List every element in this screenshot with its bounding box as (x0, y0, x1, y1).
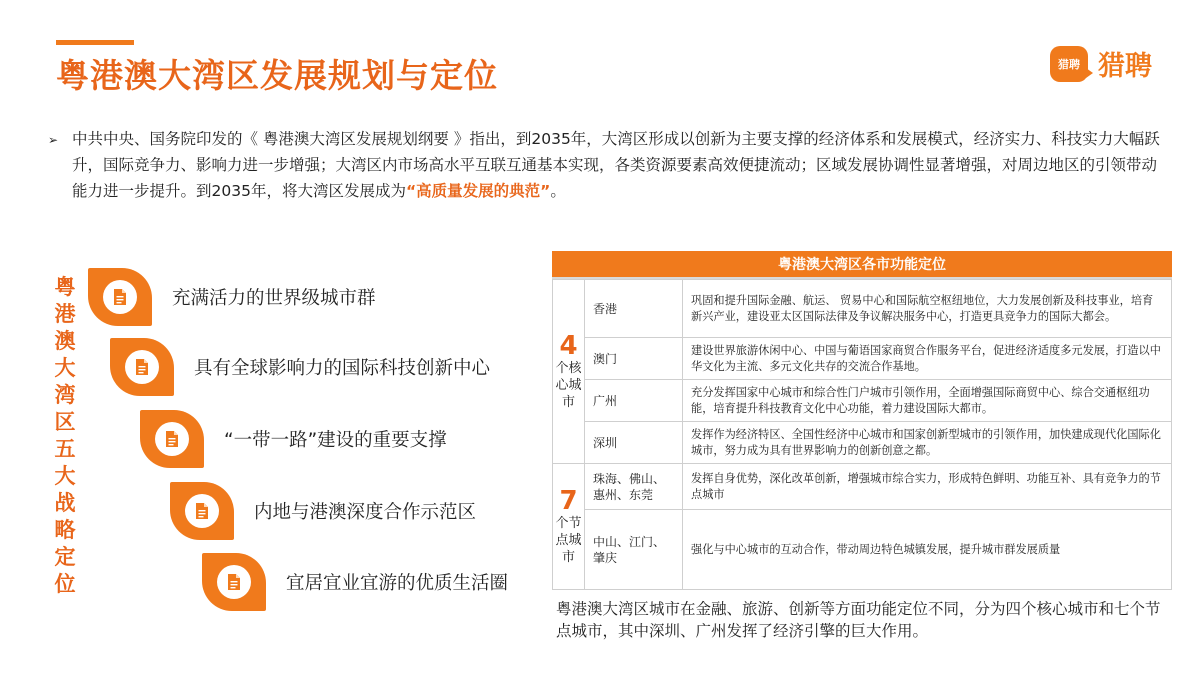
document-icon (112, 288, 128, 306)
table-row (553, 338, 1172, 380)
table-row (553, 380, 1172, 422)
logo-text: 猎聘 (1098, 51, 1152, 82)
strategy-tile (140, 410, 204, 468)
table-row (553, 510, 1172, 590)
strategy-item (170, 482, 476, 540)
strategy-label: 宜居宜业宜游的优质生活圈 (286, 573, 509, 594)
city-description: 建设世界旅游休闲中心、中国与葡语国家商贸合作服务平台，促进经济适度多元发展，打造以中华文化为主流、多元文化共存的交流合作基地。 (683, 338, 1172, 380)
table-row (553, 422, 1172, 464)
city-name: 深圳 (585, 422, 683, 464)
city-table (552, 279, 1172, 590)
strategy-label: 具有全球影响力的国际科技创新中心 (194, 358, 491, 379)
document-icon (164, 430, 180, 448)
city-function-table (552, 251, 1172, 590)
logo-badge: 猎聘 (1050, 46, 1088, 82)
strategy-label: 充满活力的世界级城市群 (172, 288, 376, 309)
city-name: 香港 (585, 280, 683, 338)
table-title: 粤港澳大湾区各市功能定位 (552, 251, 1172, 279)
group-node-cities (553, 464, 585, 590)
intro-text-main: 中共中央、国务院印发的《 粤港澳大湾区发展规划纲要 》指出，到2035年，大湾区形成以创新为主要支撑的经济体系和发展模式，经济实力、科技实力大幅跃升，国际竞争力、影响力进一步增强；大湾区内市场高水平互联互通基本实现，各类资源要素高效便捷流动；区域发展协调性显著增强，对周边地区的引领带动能力进一步提升。到2035年，将大湾区发展成为 (72, 130, 1160, 200)
strategy-vertical-title: 粤港澳大湾区五大战略定位 (54, 275, 76, 596)
city-name: 珠海、佛山、惠州、东莞 (585, 464, 683, 510)
brand-logo (1050, 44, 1152, 83)
city-description: 强化与中心城市的互动合作，带动周边特色城镇发展，提升城市群发展质量 (683, 510, 1172, 590)
strategy-tile (202, 553, 266, 611)
document-icon (226, 573, 242, 591)
intro-highlight: “高质量发展的典范” (405, 182, 551, 200)
city-description: 发挥自身优势，深化改革创新，增强城市综合实力，形成特色鲜明、功能互补、具有竞争力的节点城市 (683, 464, 1172, 510)
city-name: 广州 (585, 380, 683, 422)
strategy-tile (88, 268, 152, 326)
group-label: 个节点城市 (555, 516, 582, 565)
strategy-tile (170, 482, 234, 540)
strategy-item (140, 410, 447, 468)
page-title: 粤港澳大湾区发展规划与定位 (56, 56, 498, 95)
strategy-item (88, 268, 376, 326)
table-row (553, 280, 1172, 338)
document-icon (134, 358, 150, 376)
table-caption: 粤港澳大湾区城市在金融、旅游、创新等方面功能定位不同，分为四个核心城市和七个节点城市，其中深圳、广州发挥了经济引擎的巨大作用。 (556, 600, 1161, 640)
strategy-label: 内地与港澳深度合作示范区 (254, 502, 477, 523)
city-description: 巩固和提升国际金融、航运、 贸易中心和国际航空枢纽地位，大力发展创新及科技事业，培育新兴产业，建设亚太区国际法律及争议解决服务中心，打造更具竞争力的国际大都会。 (683, 280, 1172, 338)
strategy-item (202, 553, 508, 611)
city-description: 发挥作为经济特区、全国性经济中心城市和国家创新型城市的引领作用，加快建成现代化国际化城市，努力成为具有世界影响力的创新创意之都。 (683, 422, 1172, 464)
strategy-item (110, 338, 490, 396)
group-number: 4 (559, 331, 578, 361)
group-number: 7 (559, 486, 578, 516)
city-name: 中山、江门、肇庆 (585, 510, 683, 590)
document-icon (194, 502, 210, 520)
title-accent-bar (56, 40, 134, 45)
group-core-cities (553, 280, 585, 464)
city-name: 澳门 (585, 338, 683, 380)
city-description: 充分发挥国家中心城市和综合性门户城市引领作用，全面增强国际商贸中心、综合交通枢纽功能，培育提升科技教育文化中心功能，着力建设国际大都市。 (683, 380, 1172, 422)
strategy-tile (110, 338, 174, 396)
table-row (553, 464, 1172, 510)
intro-text (72, 126, 1168, 204)
intro-paragraph (48, 126, 1168, 204)
strategy-label: “一带一路”建设的重要支撑 (224, 430, 447, 451)
intro-text-end: 。 (550, 182, 566, 200)
arrow-bullet-icon: ➢ (48, 133, 59, 147)
group-label: 个核心城市 (555, 361, 582, 410)
